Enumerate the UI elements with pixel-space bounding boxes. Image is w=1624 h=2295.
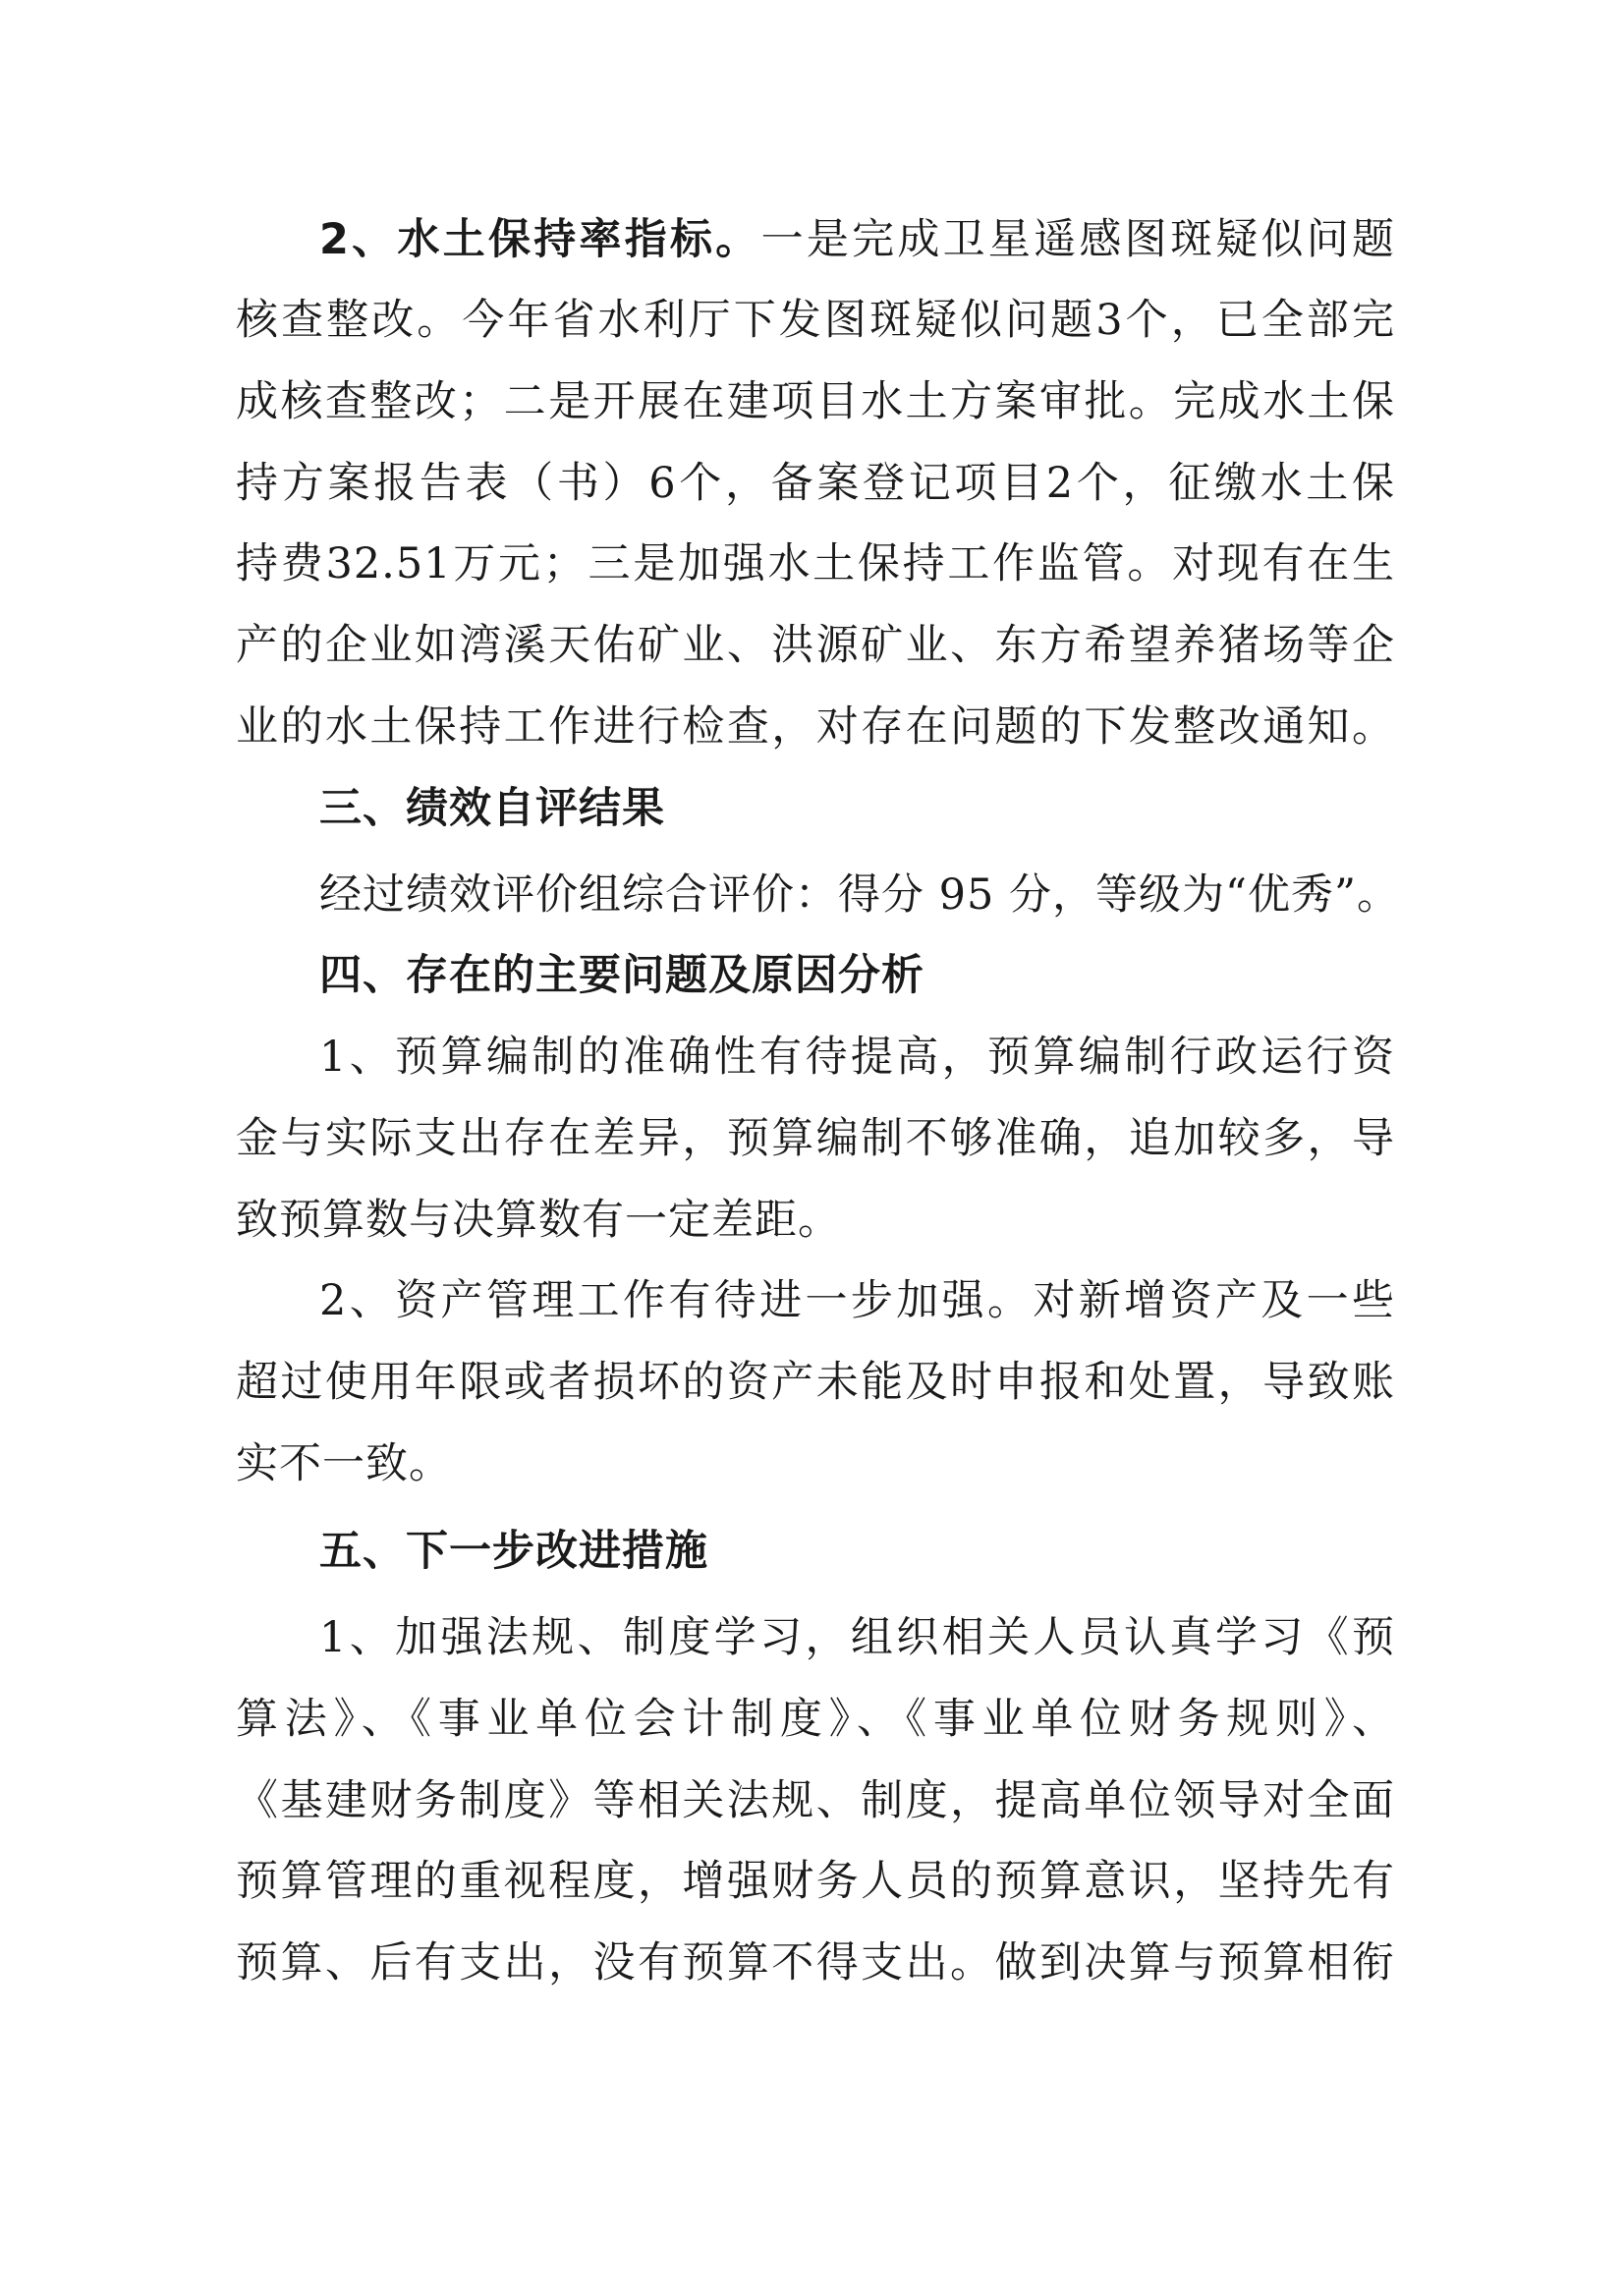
section-heading: 四、存在的主要问题及原因分析: [319, 951, 924, 1000]
paragraph-line: 业的水土保持工作进行检查，对存在问题的下发整改通知。: [236, 702, 1395, 752]
paragraph-line: 预算、后有支出，没有预算不得支出。做到决算与预算相衔: [236, 1938, 1395, 1987]
paragraph-line: 成核查整改；二是开展在建项目水土方案审批。完成水土保: [236, 377, 1395, 426]
paragraph-line: 1、加强法规、制度学习，组织相关人员认真学习《预: [319, 1613, 1395, 1662]
paragraph-line: 《基建财务制度》等相关法规、制度，提高单位领导对全面: [236, 1776, 1395, 1825]
paragraph-lead: 2、水土保持率指标。: [319, 215, 761, 264]
paragraph-line: 经过绩效评价组综合评价：得分 95 分，等级为“优秀”。: [319, 870, 1401, 920]
paragraph-line: [319, 214, 1395, 265]
paragraph-line: 产的企业如湾溪天佑矿业、洪源矿业、东方希望养猪场等企: [236, 621, 1395, 670]
paragraph-line: 算法》、《事业单位会计制度》、《事业单位财务规则》、: [236, 1695, 1395, 1744]
paragraph-line: 核查整改。今年省水利厅下发图斑疑似问题3个，已全部完: [236, 296, 1395, 345]
paragraph-line: 1、预算编制的准确性有待提高，预算编制行政运行资: [319, 1033, 1395, 1082]
paragraph-line: 持费32.51万元；三是加强水土保持工作监管。对现有在生: [236, 539, 1395, 588]
paragraph-line: 金与实际支出存在差异，预算编制不够准确，追加较多，导: [236, 1114, 1395, 1163]
paragraph-line: 致预算数与决算数有一定差距。: [236, 1196, 841, 1245]
paragraph-line: 预算管理的重视程度，增强财务人员的预算意识，坚持先有: [236, 1857, 1395, 1906]
paragraph-line: 持方案报告表（书）6个，备案登记项目2个，征缴水土保: [236, 459, 1395, 508]
paragraph-line: 超过使用年限或者损坏的资产未能及时申报和处置，导致账: [236, 1358, 1395, 1407]
section-heading: 五、下一步改进措施: [319, 1527, 708, 1576]
section-heading: 三、绩效自评结果: [319, 784, 665, 833]
paragraph-text: 一是完成卫星遥感图斑疑似问题: [760, 215, 1395, 264]
paragraph-line: 2、资产管理工作有待进一步加强。对新增资产及一些: [319, 1276, 1395, 1325]
paragraph-line: 实不一致。: [236, 1439, 452, 1488]
